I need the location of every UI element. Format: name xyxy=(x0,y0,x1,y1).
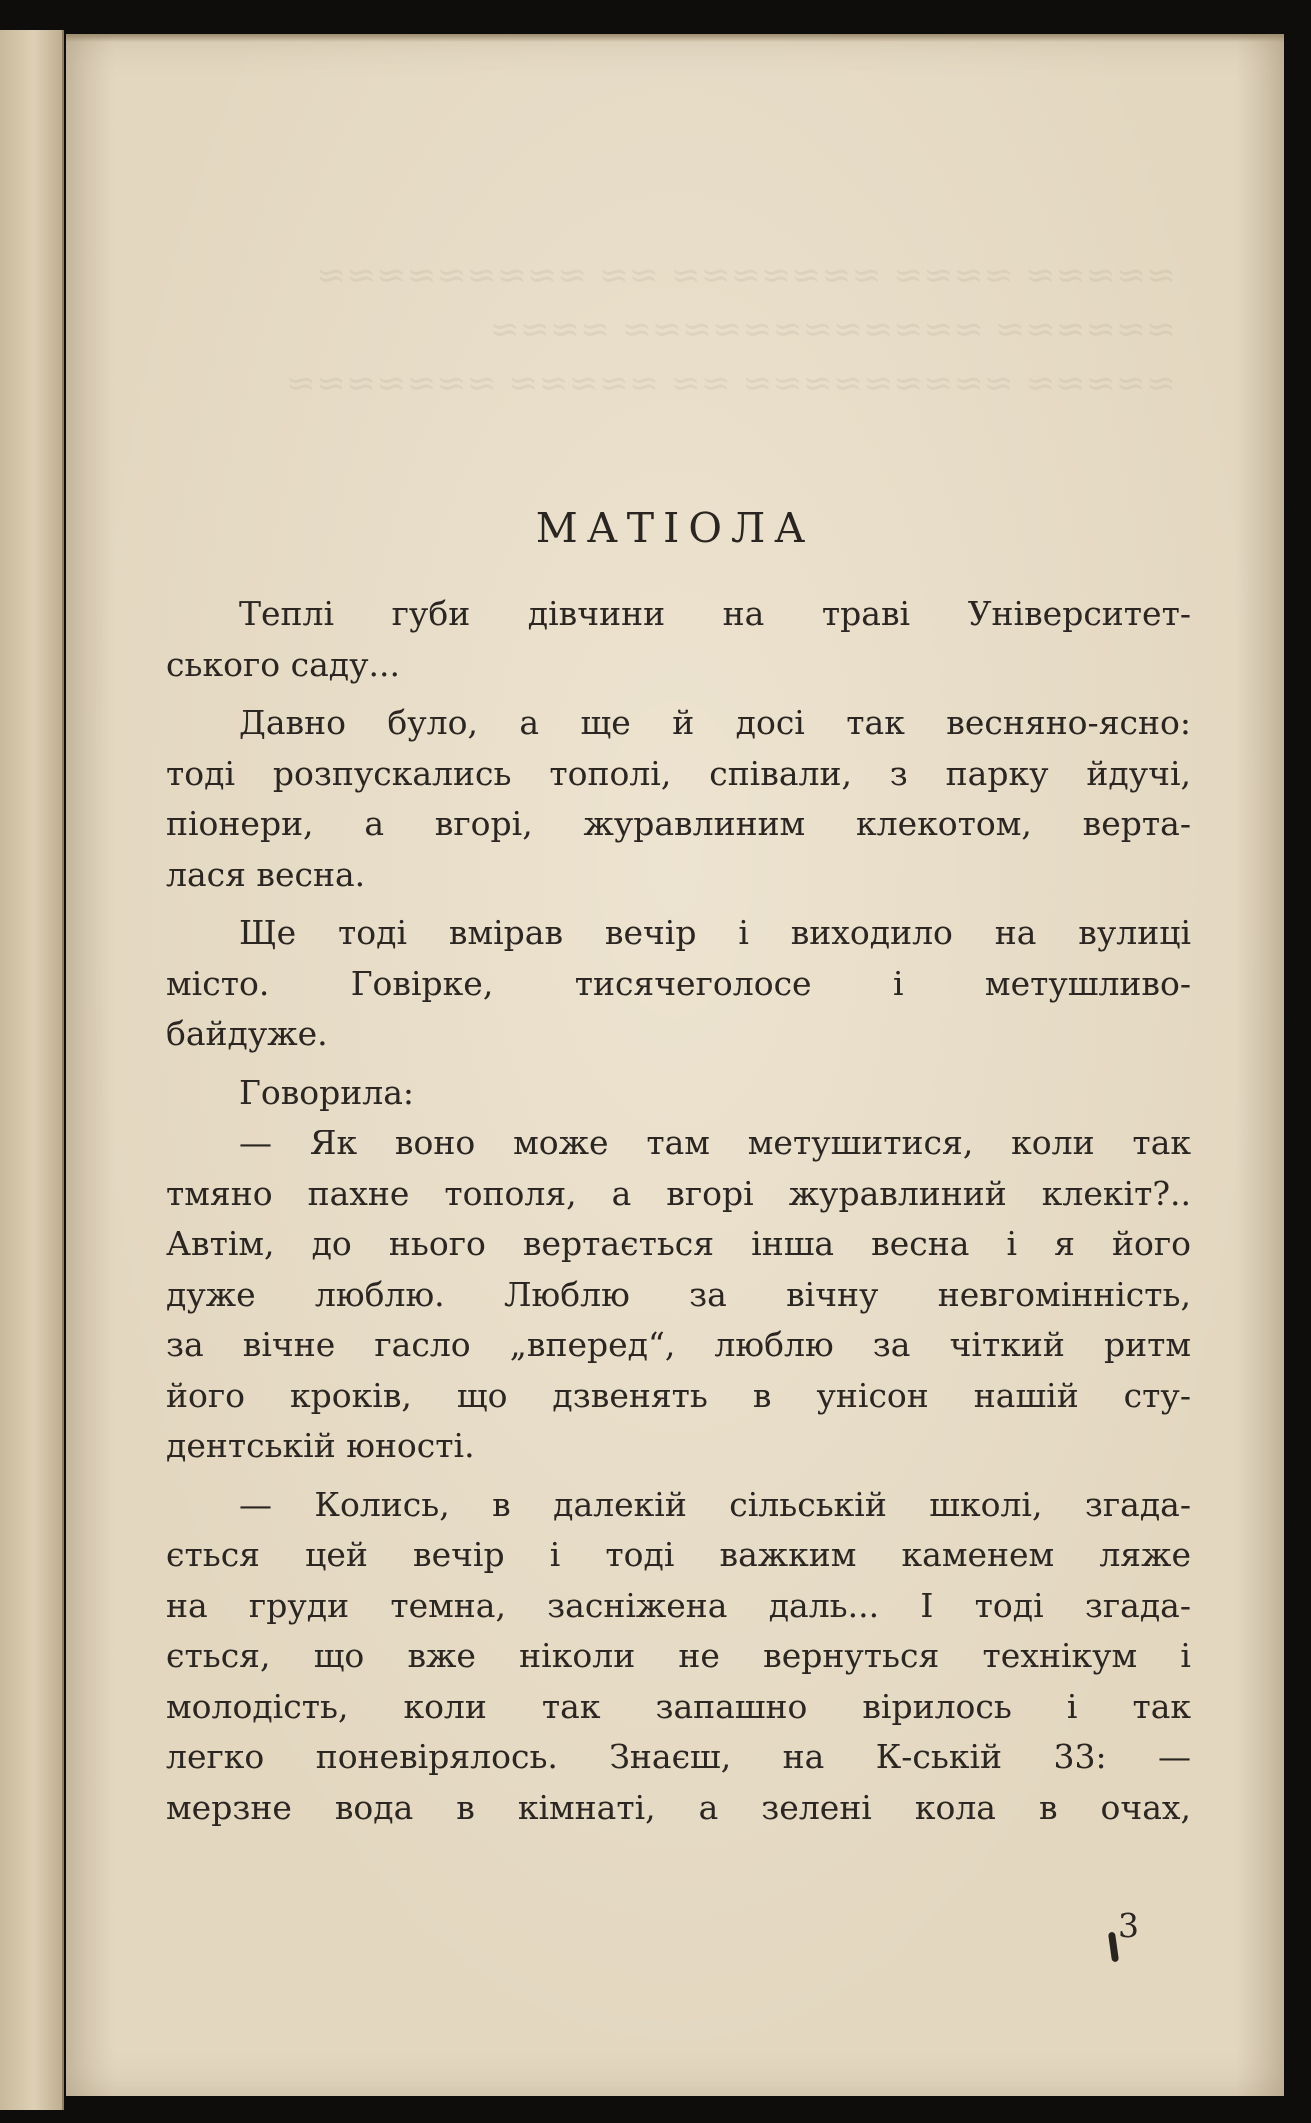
text-line-5: піонери, а вгорі, журавлиним клекотом, верта- xyxy=(166,804,1191,843)
page-top-shadow xyxy=(66,34,1284,42)
text-line-22: молодість, коли так запашно вірилось і так xyxy=(166,1686,1191,1726)
text-line-12: тмяно пахне тополя, а вгорі журавлиний клекіт?.. xyxy=(166,1173,1191,1213)
text-line-17: дентській юності. xyxy=(166,1426,475,1465)
bleed-through-texture: ≈≈≈≈≈ ≈≈≈≈ ≈≈≈≈≈≈≈ ≈≈ ≈≈≈≈≈≈≈≈≈ ≈≈≈≈≈≈ ≈≈≈≈≈≈≈≈≈≈≈≈ ≈≈≈≈ ≈≈≈≈≈ ≈≈≈≈≈≈≈≈≈ ≈≈ ≈≈≈≈≈ ≈≈≈≈≈≈≈ xyxy=(285,255,1176,404)
text-line-21: ється, що вже ніколи не вернуться технікум і xyxy=(166,1636,1191,1675)
text-line-8: місто. Говірке, тисячеголосе і метушливо- xyxy=(166,963,1191,1003)
text-line-24: мерзне вода в кімнаті, а зелені кола в очах, xyxy=(166,1787,1191,1827)
text-line-20: на груди темна, засніжена даль... І тоді згада- xyxy=(166,1585,1191,1625)
text-line-23: легко поневірялось. Знаєш, на К-ській 33: — xyxy=(166,1737,1191,1776)
text-line-10: Говорила: xyxy=(239,1072,415,1112)
text-line-9: байдуже. xyxy=(166,1014,328,1053)
text-line-19: ється цей вечір і тоді важким каменем ляже xyxy=(166,1535,1191,1574)
text-line-11: — Як воно може там метушитися, коли так xyxy=(239,1123,1191,1162)
text-line-2: ського саду... xyxy=(166,644,400,684)
chapter-title: МАТІОЛА xyxy=(535,504,815,552)
text-line-18: — Колись, в далекій сільській школі, згада- xyxy=(239,1484,1191,1524)
body-text xyxy=(166,589,1191,1833)
previous-page-edge xyxy=(0,30,64,2110)
text-line-4: тоді розпускались тополі, співали, з парку йдучі, xyxy=(166,753,1191,793)
text-line-13: Автім, до нього вертається інша весна і я його xyxy=(166,1224,1191,1263)
text-line-3: Давно було, а ще й досі так весняно-ясно: xyxy=(239,703,1191,742)
text-line-16: його кроків, що дзвенять в унісон нашій сту- xyxy=(166,1375,1191,1415)
page-number: 3 xyxy=(1118,1906,1139,1945)
text-line-1: Теплі губи дівчини на траві Університет- xyxy=(239,594,1191,633)
book-page xyxy=(66,34,1284,2096)
text-line-14: дуже люблю. Люблю за вічну невгомінність, xyxy=(166,1274,1191,1314)
text-line-7: Ще тоді вмірав вечір і виходило на вулиці xyxy=(239,913,1191,952)
text-line-6: лася весна. xyxy=(166,854,366,894)
text-line-15: за вічне гасло „вперед“, люблю за чіткий ритм xyxy=(166,1325,1191,1364)
